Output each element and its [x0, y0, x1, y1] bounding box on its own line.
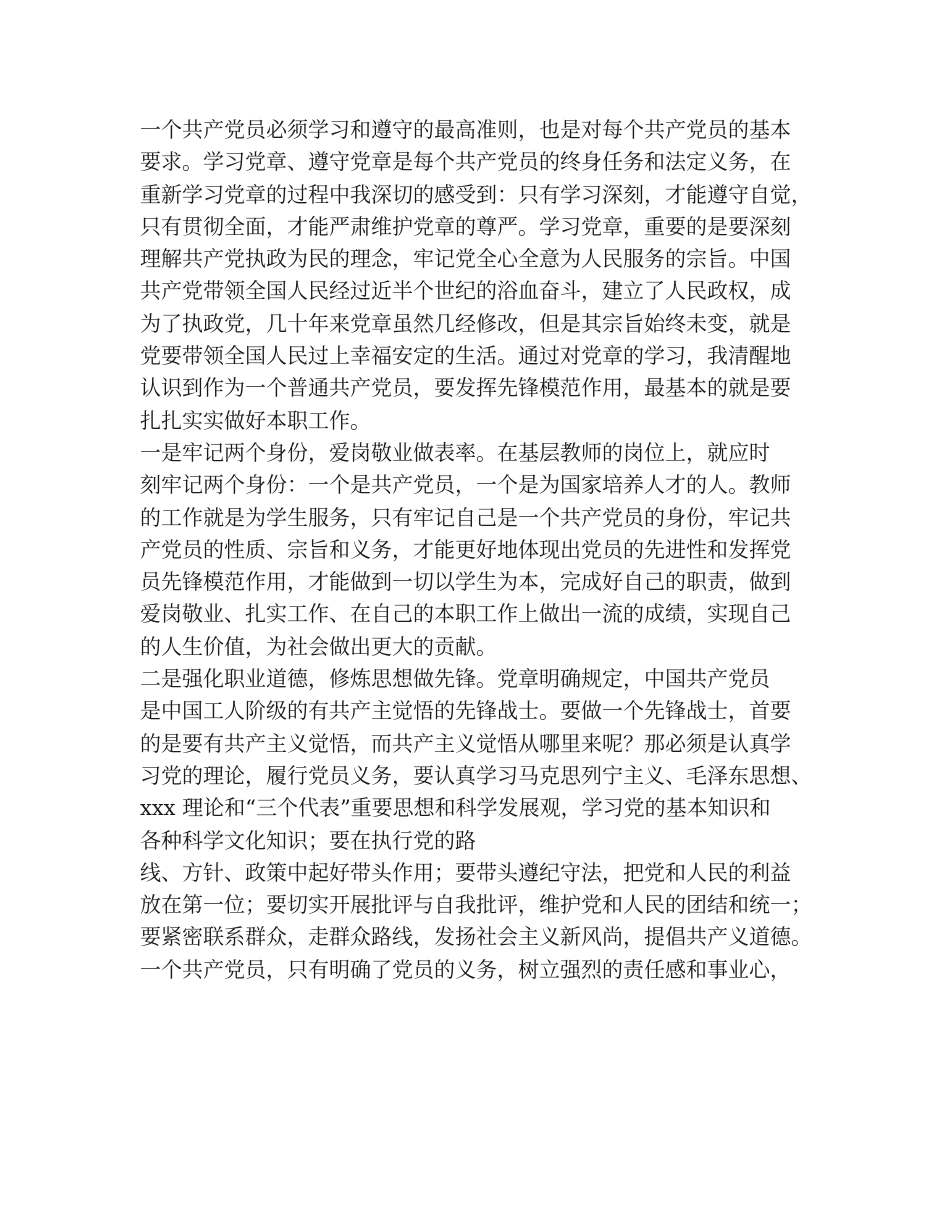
text-line: 的是要有共产主义觉悟，而共产主义觉悟从哪里来呢？那必须是认真学 — [140, 731, 791, 756]
text-line: 的人生价值，为社会做出更大的贡献。 — [140, 634, 497, 659]
text-line: 重新学习党章的过程中我深切的感受到：只有学习深刻，才能遵守自觉， — [140, 182, 812, 207]
text-line: 的工作就是为学生服务，只有牢记自己是一个共产党员的身份，牢记共 — [140, 505, 791, 530]
text-line: 员先锋模范作用，才能做到一切以学生为本，完成好自己的职责，做到 — [140, 570, 791, 595]
text-line: 理解共产党执政为民的理念，牢记党全心全意为人民服务的宗旨。中国 — [140, 247, 791, 272]
text-line: 各种科学文化知识；要在执行党的路 — [140, 828, 476, 853]
text-line: 习党的理论，履行党员义务，要认真学习马克思列宁主义、毛泽东思想、 — [140, 763, 812, 788]
text-line: 爱岗敬业、扎实工作、在自己的本职工作上做出一流的成绩，实现自己 — [140, 602, 791, 627]
text-line: 要紧密联系群众，走群众路线，发扬社会主义新风尚，提倡共产义道德。 — [140, 925, 812, 950]
text-line: 扎扎实实做好本职工作。 — [140, 408, 371, 433]
text-line: 二是强化职业道德，修炼思想做先锋。党章明确规定，中国共产党员 — [140, 667, 770, 692]
text-line: 一是牢记两个身份，爱岗敬业做表率。在基层教师的岗位上，就应时 — [140, 440, 770, 465]
text-line: 党要带领全国人民过上幸福安定的生活。通过对党章的学习，我清醒地 — [140, 344, 791, 369]
text-line: 线、方针、政策中起好带头作用；要带头遵纪守法，把党和人民的利益 — [140, 860, 791, 885]
text-line: 只有贯彻全面，才能严肃维护党章的尊严。学习党章，重要的是要深刻 — [140, 214, 791, 239]
text-line: 为了执政党，几十年来党章虽然几经修改，但是其宗旨始终未变，就是 — [140, 311, 791, 336]
text-line: 放在第一位；要切实开展批评与自我批评，维护党和人民的团结和统一； — [140, 893, 812, 918]
body-text — [140, 114, 840, 986]
text-line: 一个共产党员，只有明确了党员的义务，树立强烈的责任感和事业心， — [140, 957, 791, 982]
text-line: 一个共产党员必须学习和遵守的最高准则，也是对每个共产党员的基本 — [140, 118, 791, 142]
text-line: 是中国工人阶级的有共产主觉悟的先锋战士。要做一个先锋战士，首要 — [140, 699, 791, 724]
text-line: 刻牢记两个身份：一个是共产党员，一个是为国家培养人才的人。教师 — [140, 473, 791, 498]
text-line: 要求。学习党章、遵守党章是每个共产党员的终身任务和法定义务，在 — [140, 150, 791, 175]
text-line: 认识到作为一个普通共产党员，要发挥先锋模范作用，最基本的就是要 — [140, 376, 791, 401]
text-line: 产党员的性质、宗旨和义务，才能更好地体现出党员的先进性和发挥党 — [140, 537, 791, 562]
text-line: 共产党带领全国人民经过近半个世纪的浴血奋斗，建立了人民政权，成 — [140, 279, 791, 304]
text-line: xxx 理论和“三个代表”重要思想和科学发展观，学习党的基本知识和 — [140, 796, 771, 821]
